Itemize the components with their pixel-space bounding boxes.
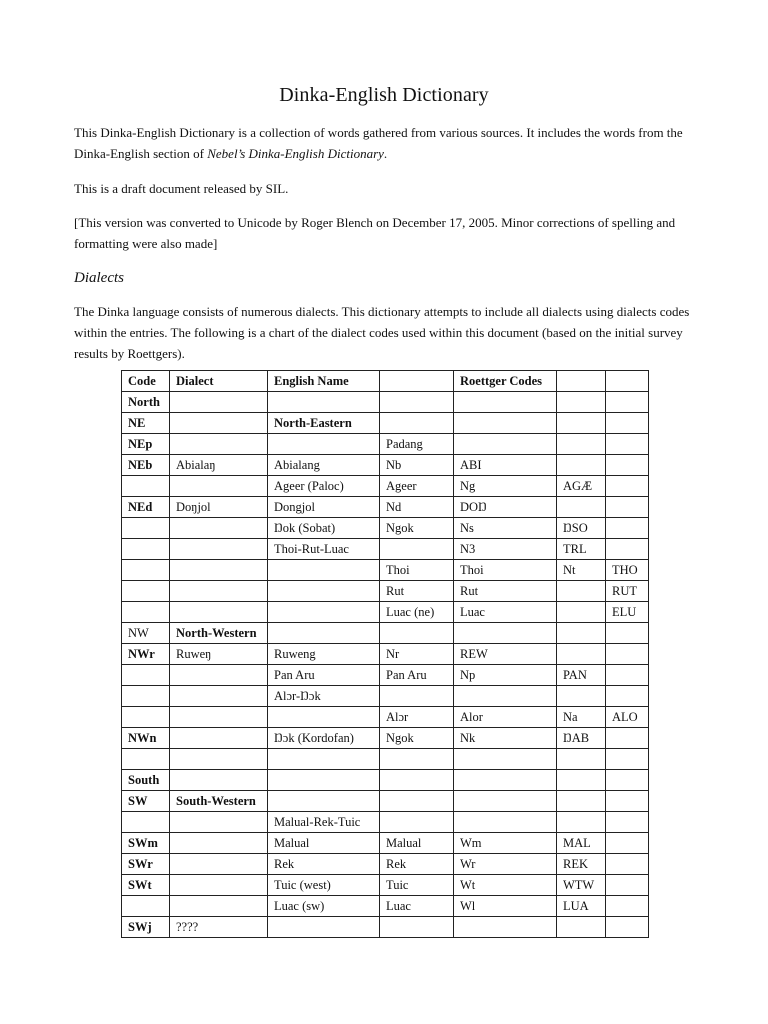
table-row — [122, 686, 649, 707]
table-cell: ELU — [606, 602, 649, 623]
table-cell — [268, 392, 380, 413]
table-cell — [122, 812, 170, 833]
table-cell: N3 — [454, 539, 557, 560]
table-cell — [380, 413, 454, 434]
table-cell — [606, 833, 649, 854]
table-cell: NW — [122, 623, 170, 644]
table-cell: RUT — [606, 581, 649, 602]
table-cell — [454, 812, 557, 833]
table-cell — [557, 644, 606, 665]
table-cell — [122, 665, 170, 686]
table-cell — [170, 875, 268, 896]
dialect-codes-table — [121, 370, 649, 938]
table-cell: WTW — [557, 875, 606, 896]
table-cell — [170, 749, 268, 770]
table-cell — [606, 896, 649, 917]
table-cell — [170, 812, 268, 833]
table-cell: Dialect — [170, 371, 268, 392]
table-cell: NEp — [122, 434, 170, 455]
table-cell — [454, 413, 557, 434]
table-cell: Tuic (west) — [268, 875, 380, 896]
table-cell — [170, 392, 268, 413]
table-cell: SWt — [122, 875, 170, 896]
table-cell — [170, 434, 268, 455]
table-cell — [557, 917, 606, 938]
table-cell: Wr — [454, 854, 557, 875]
table-cell — [170, 602, 268, 623]
table-cell: Ngok — [380, 518, 454, 539]
table-cell — [170, 896, 268, 917]
table-row — [122, 455, 649, 476]
page-title: Dinka-English Dictionary — [279, 84, 489, 106]
table-row — [122, 896, 649, 917]
table-cell — [380, 812, 454, 833]
table-cell — [557, 455, 606, 476]
table-cell — [122, 896, 170, 917]
table-cell — [170, 560, 268, 581]
table-cell: PAN — [557, 665, 606, 686]
table-cell: Luac — [380, 896, 454, 917]
table-cell — [606, 665, 649, 686]
table-row — [122, 518, 649, 539]
table-cell: Thoi — [380, 560, 454, 581]
table-cell — [380, 371, 454, 392]
table-cell: Np — [454, 665, 557, 686]
table-cell: Alor — [454, 707, 557, 728]
table-cell: North-Eastern — [268, 413, 380, 434]
table-cell — [606, 854, 649, 875]
table-cell: Code — [122, 371, 170, 392]
table-cell — [557, 791, 606, 812]
table-cell — [606, 434, 649, 455]
table-cell — [170, 728, 268, 749]
table-row — [122, 707, 649, 728]
table-cell — [170, 665, 268, 686]
table-cell: Tuic — [380, 875, 454, 896]
table-row — [122, 560, 649, 581]
table-row — [122, 644, 649, 665]
table-row — [122, 770, 649, 791]
table-cell — [454, 770, 557, 791]
table-cell: Nk — [454, 728, 557, 749]
table-body — [122, 371, 649, 938]
table-row — [122, 623, 649, 644]
table-row — [122, 854, 649, 875]
table-cell — [170, 413, 268, 434]
table-cell — [606, 686, 649, 707]
table-cell — [380, 623, 454, 644]
table-row — [122, 392, 649, 413]
table-cell — [557, 581, 606, 602]
table-cell — [380, 392, 454, 413]
table-cell — [122, 560, 170, 581]
table-cell: NEd — [122, 497, 170, 518]
table-cell: Rut — [454, 581, 557, 602]
table-cell — [122, 749, 170, 770]
table-cell: Abialaŋ — [170, 455, 268, 476]
table-cell: SWr — [122, 854, 170, 875]
table-row — [122, 665, 649, 686]
table-cell: Ng — [454, 476, 557, 497]
table-cell — [122, 602, 170, 623]
intro-paragraph — [74, 122, 694, 164]
table-cell — [606, 644, 649, 665]
dialects-paragraph: The Dinka language consists of numerous dialects. This dictionary attempts to include all dialects using dialects codes within the entries. The following is a chart of the dialect codes used within this document (based on the initial survey results by Roettgers). — [74, 304, 690, 361]
table-cell: Dongjol — [268, 497, 380, 518]
table-cell: Padang — [380, 434, 454, 455]
table-cell — [557, 623, 606, 644]
table-row — [122, 434, 649, 455]
table-cell — [380, 770, 454, 791]
table-cell — [170, 686, 268, 707]
table-cell: Luac (ne) — [380, 602, 454, 623]
table-cell — [606, 497, 649, 518]
table-cell — [557, 392, 606, 413]
intro-text: This Dinka-English Dictionary is a collection of words gathered from various sources. It includes the words from the Dinka-English section of — [74, 125, 683, 161]
table-cell: Nd — [380, 497, 454, 518]
table-cell: SW — [122, 791, 170, 812]
table-cell: Rek — [268, 854, 380, 875]
table-cell — [268, 749, 380, 770]
table-cell: Ŋɔk (Kordofan) — [268, 728, 380, 749]
table-cell: North-Western — [170, 623, 268, 644]
table-cell: Rek — [380, 854, 454, 875]
table-cell — [122, 539, 170, 560]
table-row — [122, 728, 649, 749]
table-cell: Ns — [454, 518, 557, 539]
table-cell — [557, 812, 606, 833]
table-cell: REK — [557, 854, 606, 875]
table-cell: Thoi-Rut-Luac — [268, 539, 380, 560]
table-cell — [380, 539, 454, 560]
table-cell — [268, 917, 380, 938]
table-cell — [380, 749, 454, 770]
table-cell: North — [122, 392, 170, 413]
table-cell — [557, 686, 606, 707]
table-cell — [606, 392, 649, 413]
table-cell — [606, 413, 649, 434]
table-row — [122, 539, 649, 560]
table-cell: Nt — [557, 560, 606, 581]
table-cell — [557, 434, 606, 455]
table-cell — [268, 602, 380, 623]
table-cell — [606, 812, 649, 833]
table-cell — [606, 539, 649, 560]
table-cell: DOŊ — [454, 497, 557, 518]
table-cell: Pan Aru — [380, 665, 454, 686]
table-cell — [170, 539, 268, 560]
table-cell — [454, 392, 557, 413]
table-cell — [170, 518, 268, 539]
table-cell — [606, 623, 649, 644]
table-cell: REW — [454, 644, 557, 665]
table-cell: ABI — [454, 455, 557, 476]
table-row — [122, 791, 649, 812]
table-cell — [606, 476, 649, 497]
book-title: Nebel’s Dinka-English Dictionary — [207, 146, 384, 161]
table-cell — [557, 497, 606, 518]
table-cell — [557, 371, 606, 392]
table-cell — [454, 917, 557, 938]
table-cell: Nb — [380, 455, 454, 476]
table-row — [122, 497, 649, 518]
table-cell: SWm — [122, 833, 170, 854]
table-row — [122, 413, 649, 434]
table-cell — [170, 707, 268, 728]
table-cell — [122, 581, 170, 602]
table-cell: NWn — [122, 728, 170, 749]
table-cell: Ŋok (Sobat) — [268, 518, 380, 539]
table-cell — [606, 455, 649, 476]
table-cell — [268, 560, 380, 581]
table-cell: Nr — [380, 644, 454, 665]
table-row — [122, 917, 649, 938]
table-cell — [557, 413, 606, 434]
dialects-heading: Dialects — [74, 270, 124, 286]
table-cell: South-Western — [170, 791, 268, 812]
table-cell: Ruweng — [268, 644, 380, 665]
table-cell — [454, 434, 557, 455]
table-row — [122, 812, 649, 833]
table-cell — [606, 749, 649, 770]
table-cell: Ageer (Paloc) — [268, 476, 380, 497]
intro-end: . — [383, 146, 388, 161]
table-cell — [557, 749, 606, 770]
table-cell: Ageer — [380, 476, 454, 497]
table-cell: Luac — [454, 602, 557, 623]
table-row — [122, 833, 649, 854]
table-cell: Pan Aru — [268, 665, 380, 686]
table-row — [122, 749, 649, 770]
table-cell: Wl — [454, 896, 557, 917]
table-cell — [170, 770, 268, 791]
table-cell: LUA — [557, 896, 606, 917]
table-cell — [170, 833, 268, 854]
table-cell — [606, 875, 649, 896]
table-row — [122, 602, 649, 623]
table-cell: Ngok — [380, 728, 454, 749]
table-cell — [454, 623, 557, 644]
table-cell — [268, 791, 380, 812]
table-cell: NEb — [122, 455, 170, 476]
table-cell: ???? — [170, 917, 268, 938]
table-cell: THO — [606, 560, 649, 581]
table-cell: South — [122, 770, 170, 791]
table-cell — [122, 518, 170, 539]
table-cell: ALO — [606, 707, 649, 728]
table-cell — [170, 854, 268, 875]
table-cell: SWj — [122, 917, 170, 938]
table-cell: English Name — [268, 371, 380, 392]
table-cell: AGÆ — [557, 476, 606, 497]
table-cell: Doŋjol — [170, 497, 268, 518]
table-cell — [380, 791, 454, 812]
table-cell — [122, 686, 170, 707]
table-cell: Ruweŋ — [170, 644, 268, 665]
table-cell — [454, 749, 557, 770]
table-cell: MAL — [557, 833, 606, 854]
table-cell: Alɔr-Ŋɔk — [268, 686, 380, 707]
table-cell — [606, 770, 649, 791]
draft-note: This is a draft document released by SIL. — [74, 181, 289, 196]
unicode-note: [This version was converted to Unicode by Roger Blench on December 17, 2005. Minor corrections of spelling and formatting were also made] — [74, 215, 676, 251]
table-cell — [454, 686, 557, 707]
table-cell — [170, 476, 268, 497]
table-cell: Luac (sw) — [268, 896, 380, 917]
table-cell — [557, 602, 606, 623]
table-cell — [380, 917, 454, 938]
table-cell — [122, 707, 170, 728]
table-cell: Wm — [454, 833, 557, 854]
table-cell — [606, 728, 649, 749]
table-cell: Na — [557, 707, 606, 728]
table-cell — [606, 791, 649, 812]
table-cell: Malual — [268, 833, 380, 854]
table-cell: Roettger Codes — [454, 371, 557, 392]
table-row — [122, 476, 649, 497]
table-cell: ŊSO — [557, 518, 606, 539]
table-cell — [606, 371, 649, 392]
table-cell: Malual — [380, 833, 454, 854]
table-cell: Abialang — [268, 455, 380, 476]
table-cell — [268, 434, 380, 455]
table-cell: NE — [122, 413, 170, 434]
table-cell — [606, 518, 649, 539]
table-cell: Wt — [454, 875, 557, 896]
table-cell: ŊAB — [557, 728, 606, 749]
table-cell — [268, 581, 380, 602]
table-cell — [454, 791, 557, 812]
table-cell: NWr — [122, 644, 170, 665]
table-cell: Malual-Rek-Tuic — [268, 812, 380, 833]
table-cell: Thoi — [454, 560, 557, 581]
table-cell — [268, 770, 380, 791]
table-cell — [170, 581, 268, 602]
table-cell — [122, 476, 170, 497]
table-cell: Alɔr — [380, 707, 454, 728]
table-cell — [268, 707, 380, 728]
table-cell — [268, 623, 380, 644]
table-row — [122, 875, 649, 896]
table-cell — [606, 917, 649, 938]
table-cell: Rut — [380, 581, 454, 602]
table-cell — [557, 770, 606, 791]
table-cell: TRL — [557, 539, 606, 560]
table-header-row — [122, 371, 649, 392]
table-row — [122, 581, 649, 602]
table-cell — [380, 686, 454, 707]
